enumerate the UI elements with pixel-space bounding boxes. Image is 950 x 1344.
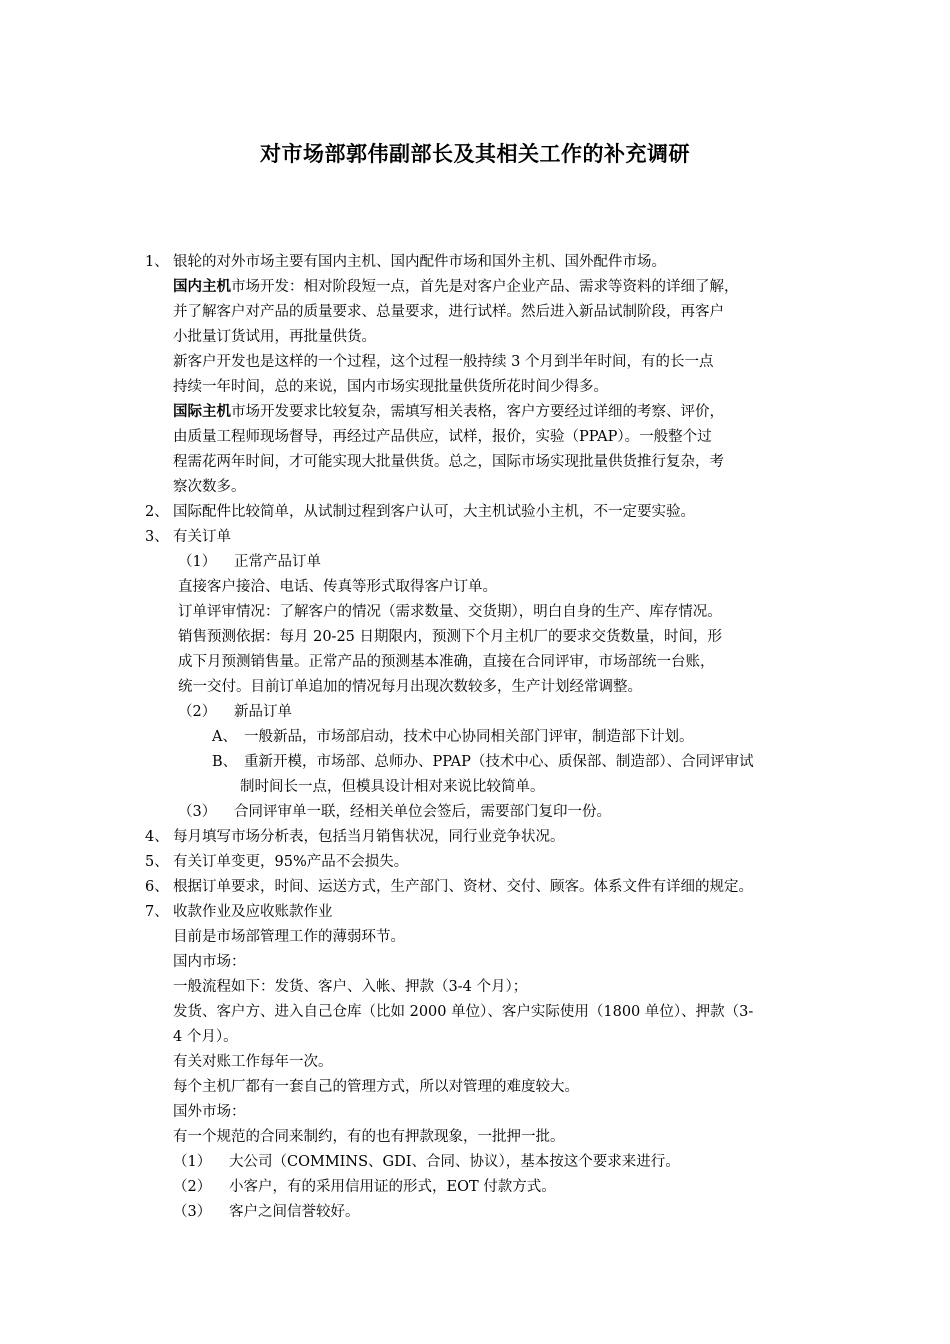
list-item-3 [145,527,231,547]
list-item-7 [145,902,333,922]
paragraph-line: 销售预测依据：每月 20-25 日期限内，预测下个月主机厂的要求交货数量，时间，形 [178,629,723,645]
sub-item-text: 正常产品订单 [234,554,321,570]
list-item-2 [145,502,695,522]
paragraph-line [173,402,724,422]
sub-item-3 [173,1202,360,1222]
list-item-4 [145,827,565,847]
item-text: 每月填写市场分析表，包括当月销售状况，同行业竞争状况。 [173,829,565,845]
paragraph-line: 直接客户接洽、电话、传真等形式取得客户订单。 [178,579,497,595]
sub-sub-item-number: B、 [212,754,238,770]
page-title: 对市场部郭伟副部长及其相关工作的补充调研 [260,142,690,166]
item-text: 收款作业及应收账款作业 [173,904,333,920]
item-number: 2、 [145,504,169,520]
item-number: 5、 [145,854,169,870]
item-number: 7、 [145,904,169,920]
sub-item-2 [173,1177,556,1197]
list-item-6 [145,877,753,897]
item-text: 根据订单要求，时间、运送方式，生产部门、资材、交付、顾客。体系文件有详细的规定。 [173,879,753,895]
sub-item-1 [173,1152,680,1172]
sub-sub-item-a [212,727,694,747]
list-item-5 [145,852,408,872]
sub-sub-item-text: 一般新品，市场部启动，技术中心协同相关部门评审，制造部下计划。 [244,729,694,745]
item-number: 3、 [145,529,169,545]
paragraph-line: 成下月预测销售量。正常产品的预测基本准确，直接在合同评审，市场部统一台账， [178,654,715,670]
paragraph-text: 市场开发：相对阶段短一点，首先是对客户企业产品、需求等资料的详细了解， [231,279,739,295]
paragraph-line [173,277,739,297]
item-number: 1、 [145,254,169,270]
sub-item-2 [178,702,292,722]
sub-item-text: 客户之间信誉较好。 [229,1204,360,1220]
paragraph-line: 程需花两年时间，才可能实现大批量供货。总之，国际市场实现批量供货推行复杂，考 [173,454,724,470]
sub-item-number: （1） [178,554,217,570]
item-text: 有关订单变更，95%产品不会损失。 [173,854,409,870]
paragraph-line: 统一交付。目前订单追加的情况每月出现次数较多，生产计划经常调整。 [178,679,642,695]
paragraph-line: 每个主机厂都有一套自己的管理方式，所以对管理的难度较大。 [173,1079,579,1095]
sub-sub-item-number: A、 [212,729,237,745]
sub-item-3 [178,802,611,822]
paragraph-line: 小批量订货试用，再批量供货。 [173,329,376,345]
paragraph-line: 一般流程如下：发货、客户、入帐、押款（3-4 个月）； [173,979,528,995]
paragraph-line: 有关对账工作每年一次。 [173,1054,333,1070]
sub-item-1 [178,552,321,572]
paragraph-line: 察次数多。 [173,479,246,495]
paragraph-line: 国内市场： [173,954,246,970]
paragraph-line: 由质量工程师现场督导，再经过产品供应，试样，报价，实验（PPAP）。一般整个过 [173,429,712,445]
sub-item-number: （3） [173,1204,212,1220]
paragraph-line: 并了解客户对产品的质量要求、总量要求，进行试样。然后进入新品试制阶段，再客户 [173,304,724,320]
bold-term: 国际主机 [173,404,231,420]
sub-item-text: 新品订单 [234,704,292,720]
list-item-1 [145,252,666,272]
paragraph-line: 新客户开发也是这样的一个过程，这个过程一般持续 3 个月到半年时间，有的长一点 [173,354,714,370]
item-text: 有关订单 [173,529,231,545]
paragraph-line: 持续一年时间，总的来说，国内市场实现批量供货所花时间少得多。 [173,379,608,395]
item-number: 4、 [145,829,169,845]
paragraph-line: 目前是市场部管理工作的薄弱环节。 [173,929,405,945]
paragraph-line: 订单评审情况：了解客户的情况（需求数量、交货期），明白自身的生产、库存情况。 [178,604,722,620]
paragraph-line: 发货、客户方、进入自己仓库（比如 2000 单位）、客户实际使用（1800 单位）、押款（3- [173,1004,754,1020]
sub-item-number: （3） [178,804,217,820]
bold-term: 国内主机 [173,279,231,295]
sub-item-number: （2） [173,1179,212,1195]
item-text: 银轮的对外市场主要有国内主机、国内配件市场和国外主机、国外配件市场。 [173,254,666,270]
paragraph-line: 制时间长一点，但模具设计相对来说比较简单。 [240,779,545,795]
sub-sub-item-b [212,752,754,772]
paragraph-text: 市场开发要求比较复杂，需填写相关表格，客户方要经过详细的考察、评价， [231,404,724,420]
sub-item-number: （2） [178,704,217,720]
sub-item-text: 合同评审单一联，经相关单位会签后，需要部门复印一份。 [234,804,611,820]
item-number: 6、 [145,879,169,895]
sub-item-text: 大公司（COMMINS、GDI、合同、协议），基本按这个要求来进行。 [229,1154,680,1170]
paragraph-line: 国外市场： [173,1104,246,1120]
paragraph-line: 有一个规范的合同来制约，有的也有押款现象，一批押一批。 [173,1129,565,1145]
item-text: 国际配件比较简单，从试制过程到客户认可，大主机试验小主机，不一定要实验。 [173,504,695,520]
paragraph-line: 4 个月）。 [173,1029,238,1045]
sub-item-number: （1） [173,1154,212,1170]
sub-item-text: 小客户，有的采用信用证的形式，EOT 付款方式。 [229,1179,556,1195]
sub-sub-item-text: 重新开模，市场部、总师办、PPAP（技术中心、质保部、制造部）、合同评审试 [244,754,754,770]
